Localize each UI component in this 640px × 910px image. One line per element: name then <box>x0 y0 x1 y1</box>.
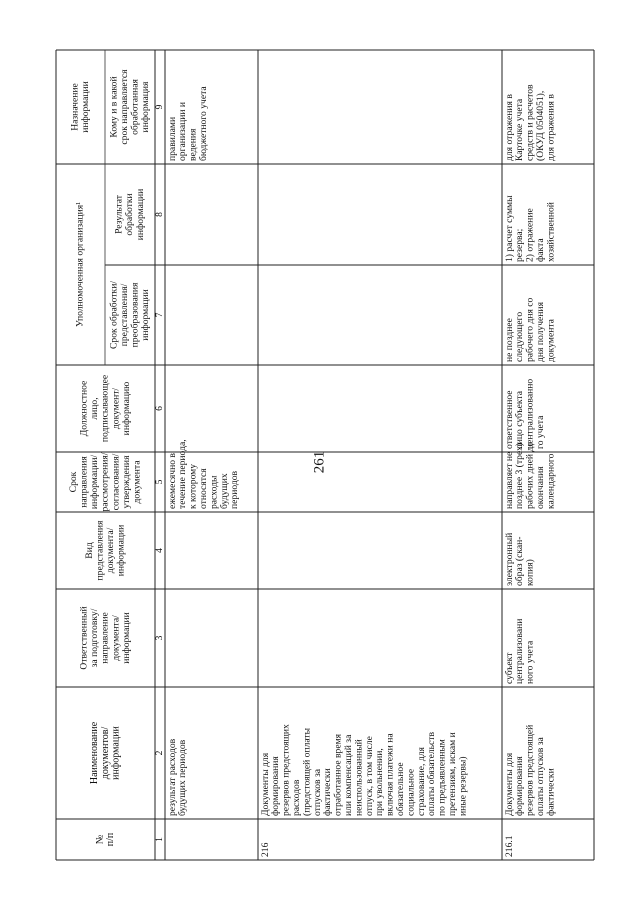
header-col2-line: Наименование <box>89 721 101 785</box>
col-number-4 <box>154 548 165 553</box>
row-3-processing_deadline-line: дня получения <box>535 302 547 362</box>
header-col7 <box>108 281 151 349</box>
row-3-processing_deadline <box>504 297 557 362</box>
col-number-5-line: 5 <box>154 479 166 485</box>
row-3-result-line: хозяйственной <box>545 202 557 262</box>
row-1-deadline-line: течение периода, <box>177 439 189 509</box>
header-col4 <box>84 520 127 580</box>
row-1-recipient <box>167 86 209 161</box>
row-3-deadline-line: рабочих дней до <box>524 441 536 509</box>
row-3-processing_deadline-line: документа <box>545 319 557 362</box>
row-2-name-line: отпуск, в том числе <box>363 736 375 816</box>
col-number-6 <box>154 406 165 411</box>
row-1-deadline <box>167 439 240 509</box>
header-col3-line: направление <box>99 612 111 664</box>
row-2-name-line: резервов предстоящих <box>280 724 292 816</box>
row-2-name-line: отпусков за <box>311 769 323 816</box>
row-2-name-line: Документы для <box>259 752 271 816</box>
col-number-3 <box>154 635 165 640</box>
header-col6-line: Должностное <box>78 380 90 437</box>
col-number-8 <box>154 212 165 217</box>
header-col3-line: за подготовку/ <box>89 608 101 668</box>
page-number: 261 <box>311 450 328 474</box>
row-3-deadline-line: календарного <box>545 453 557 509</box>
header-col7-line: Срок обработки/ <box>108 281 120 349</box>
row-3-deadline-line: позднее 3 (трех) <box>514 442 526 509</box>
row-3-recipient-line: для отражения в <box>545 94 557 161</box>
row-3-responsible <box>504 619 536 684</box>
row-3-form-line: электронный <box>503 532 515 586</box>
col-number-1-line: 1 <box>154 837 166 842</box>
header-col4-line: представления <box>94 520 106 581</box>
header-col9-line: информация <box>140 81 152 133</box>
row-2-name-line: претензиям, искам и <box>447 732 459 816</box>
row-3-result-line: 1) расчет суммы <box>503 195 515 262</box>
row-3-deadline-line: направляет не <box>503 451 515 509</box>
header-col4-line: информации <box>115 524 127 577</box>
header-no <box>94 832 116 846</box>
row-1-recipient-line: ведения <box>187 128 199 161</box>
header-col7-line: представления/ <box>118 283 130 347</box>
col-number-9-line: 9 <box>154 104 166 110</box>
row-1-deadline-line: расходы <box>208 475 220 509</box>
row-3-recipient-line: Карточке учета <box>514 98 526 161</box>
header-col6-line: лицо, <box>89 397 101 420</box>
row-2-name-line: оплаты обязательств <box>426 731 438 816</box>
row-1-name <box>167 738 188 816</box>
header-col8-line: обработки <box>124 193 136 236</box>
row-3-no-line: 216.1 <box>503 835 515 857</box>
row-3-result-line: факта <box>535 238 547 262</box>
header-col7-line: преобразования <box>129 282 141 348</box>
row-2-name-line: отработанное время <box>332 733 344 816</box>
row-3-result-line: 2) отражение <box>524 208 536 262</box>
row-2-name-line: (предстоящей оплаты <box>301 727 313 816</box>
row-3-result-line: резерва; <box>514 228 526 262</box>
header-col5 <box>68 452 143 511</box>
header-col5-line: согласования/ <box>110 453 122 511</box>
header-group-purpose <box>69 81 91 133</box>
row-3-name-line: Документы для <box>503 752 515 816</box>
row-1-deadline-line: к которому <box>187 463 199 509</box>
header-col8-line: Результат <box>113 195 125 234</box>
header-col6 <box>79 375 132 442</box>
row-3-responsible-line: централизовани <box>514 618 526 684</box>
col-number-5 <box>154 479 165 484</box>
header-col2-line: документов/ <box>99 726 111 780</box>
header-col3 <box>79 606 132 669</box>
row-3-official <box>504 379 546 449</box>
row-3-name-line: резервов предстоящей <box>524 724 536 816</box>
header-col5-line: рассмотрения/ <box>99 452 111 512</box>
row-3-form-line: образ (скан- <box>514 536 526 586</box>
row-3-responsible-line: субъект <box>503 652 515 684</box>
header-group-org-line: Уполномоченная организация¹ <box>74 202 86 327</box>
row-2-name-line: по предъявленным <box>436 739 448 816</box>
row-1-deadline-line: относятся <box>198 468 210 509</box>
header-col4-line: документа/ <box>105 527 117 574</box>
row-3-result <box>504 195 557 262</box>
header-col8-line: информации <box>134 188 146 241</box>
header-col2-line: информации <box>110 726 122 780</box>
row-3-processing_deadline-line: следующего <box>514 311 526 362</box>
header-col5-line: Срок <box>67 471 79 493</box>
row-1-deadline-line: периодов <box>229 470 241 509</box>
header-col3-line: информации <box>120 612 132 664</box>
header-col6-line: документ/ <box>110 387 122 430</box>
row-2-name <box>260 724 469 816</box>
header-col6-line: подписывающее <box>99 374 111 443</box>
col-number-9 <box>154 104 165 109</box>
row-3-official-line: го учета <box>535 415 547 449</box>
row-2-name-line: при увольнении, <box>374 748 386 816</box>
row-3-official-line: централизованно <box>524 378 536 449</box>
col-number-8-line: 8 <box>154 212 166 217</box>
row-2-name-line: фактически <box>322 768 334 816</box>
row-2-no-line: 216 <box>259 842 271 857</box>
header-col5-line: документа <box>131 460 143 504</box>
row-2-name-line: иные резервы) <box>457 756 469 816</box>
row-3-responsible-line: ного учета <box>524 640 536 684</box>
header-col3-line: Ответственный <box>78 606 90 670</box>
row-2-name-line: включая платежи на <box>384 733 396 816</box>
header-col9 <box>108 69 151 145</box>
col-number-3-line: 3 <box>154 635 166 641</box>
row-3-recipient-line: средств и расчетов <box>524 84 536 161</box>
row-1-deadline-line: ежемесячно в <box>166 453 178 509</box>
row-2-name-line: формирования <box>270 756 282 816</box>
header-no-line: п/п <box>105 832 117 847</box>
row-3-processing_deadline-line: рабочего дня со <box>524 297 536 362</box>
col-number-7 <box>154 312 165 317</box>
row-1-recipient-line: организации и <box>177 101 189 161</box>
header-col3-line: документа/ <box>110 615 122 661</box>
row-1-name-line: будущих периодов <box>177 739 189 816</box>
row-3-form-line: копия) <box>524 559 536 586</box>
header-no-line: № <box>94 834 106 845</box>
col-number-2-line: 2 <box>154 750 166 756</box>
row-3-recipient-line: (ОКУД 0504051), <box>535 90 547 161</box>
row-2-name-line: расходов <box>291 779 303 816</box>
header-group-purpose-line: Назначение <box>69 83 81 131</box>
row-3-name <box>504 725 557 816</box>
col-number-7-line: 7 <box>154 312 166 318</box>
header-group-purpose-line: информации <box>80 81 92 133</box>
row-3-official-line: лицо субъекта <box>514 390 526 449</box>
row-1-deadline-line: будущих <box>218 473 230 509</box>
row-3-processing_deadline-line: не позднее <box>503 318 515 362</box>
row-2-name-line: неиспользованный <box>353 739 365 816</box>
header-col5-line: направления <box>78 456 90 508</box>
row-3-deadline-line: окончания <box>535 466 547 509</box>
header-col5-line: информации/ <box>89 454 101 510</box>
row-1-recipient-line: правилами <box>166 116 178 161</box>
row-3-name-line: формирования <box>514 756 526 816</box>
row-1-name-line: результат расходов <box>166 738 178 816</box>
header-col8 <box>114 189 146 241</box>
col-number-2 <box>154 750 165 755</box>
row-3-recipient <box>504 84 557 161</box>
row-2-no <box>260 842 271 857</box>
col-number-1 <box>154 837 165 842</box>
header-group-org <box>75 202 86 327</box>
row-3-no <box>504 835 515 857</box>
row-3-name-line: фактически <box>545 768 557 816</box>
header-col2 <box>89 721 121 784</box>
header-col4-line: Вид <box>83 542 95 559</box>
row-2-name-line: или компенсаций за <box>343 734 355 816</box>
header-col9-line: обработанная <box>129 79 141 135</box>
row-2-name-line: социальное <box>405 768 417 816</box>
row-1-recipient-line: бюджетного учета <box>198 86 210 161</box>
row-2-name-line: обязательное <box>395 762 407 816</box>
header-col9-line: Кому и в какой <box>108 76 120 138</box>
row-3-name-line: оплаты отпусков за <box>535 737 547 816</box>
row-3-recipient-line: для отражения в <box>503 94 515 161</box>
row-3-form <box>504 533 536 586</box>
col-number-6-line: 6 <box>154 406 166 411</box>
header-col9-line: срок направляется <box>118 69 130 145</box>
col-number-4-line: 4 <box>154 548 166 553</box>
header-col5-line: утверждения <box>120 455 132 509</box>
row-3-official-line: ответственное <box>503 390 515 449</box>
row-2-name-line: страхование, для <box>415 747 427 816</box>
header-col7-line: информации <box>140 289 152 341</box>
header-col6-line: информацию <box>120 381 132 436</box>
